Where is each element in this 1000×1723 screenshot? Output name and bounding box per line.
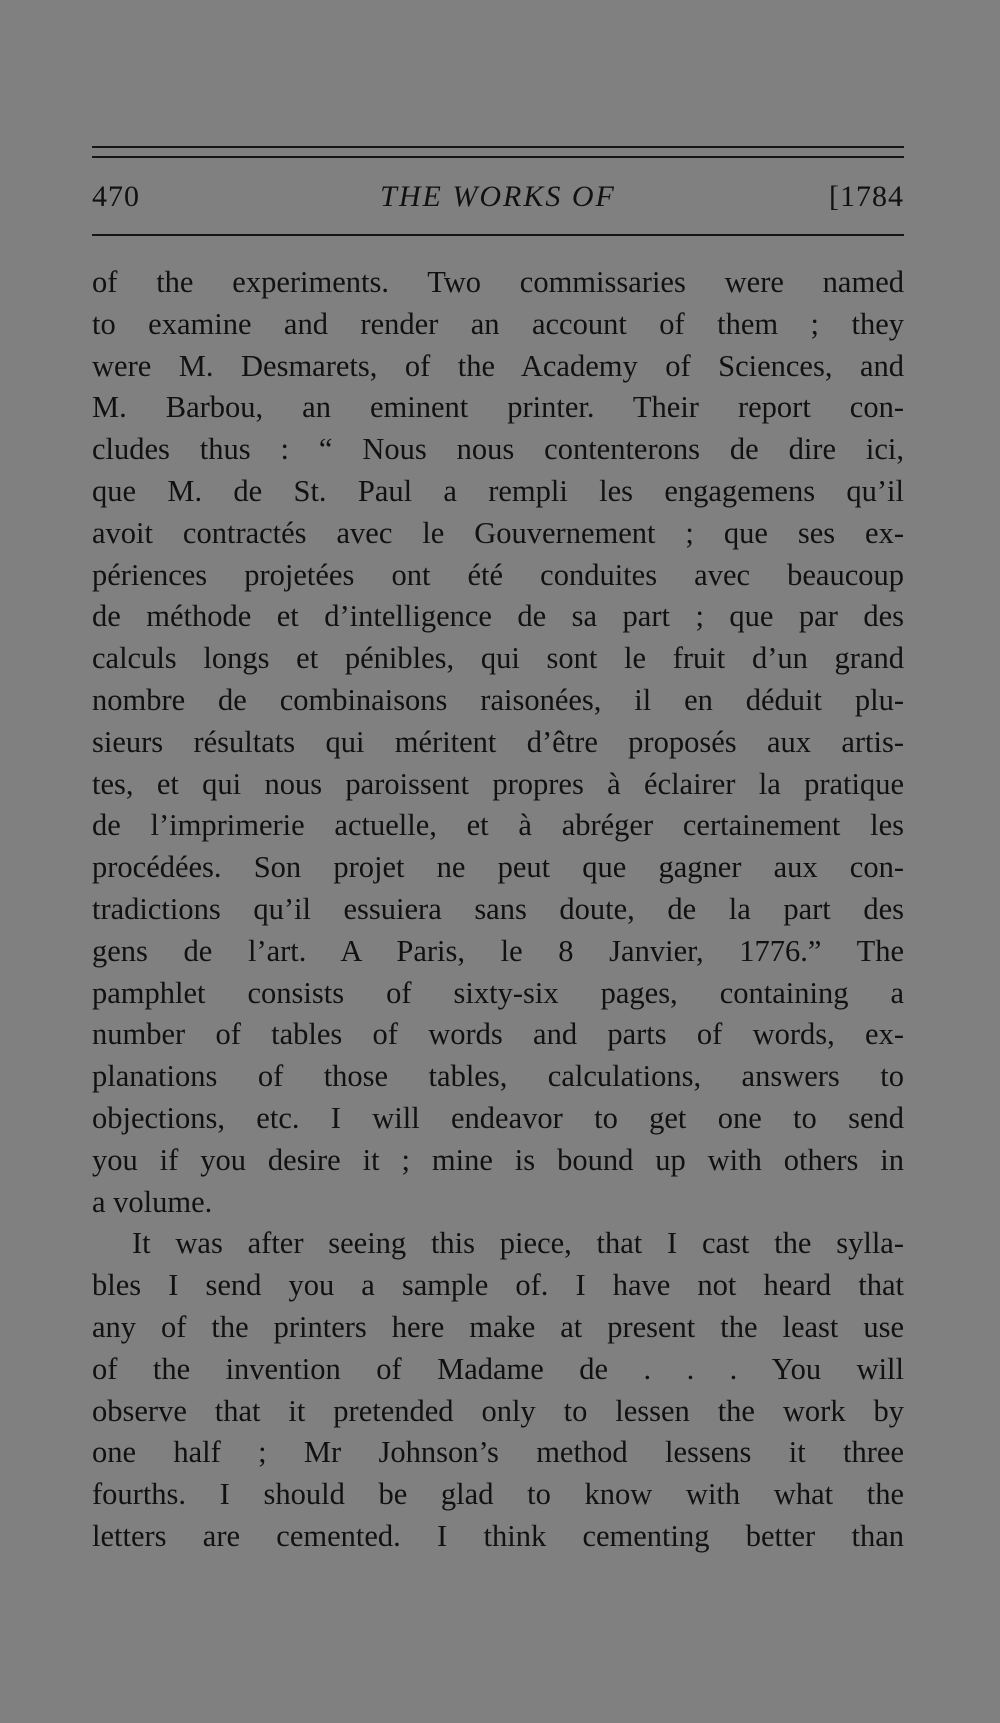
- header-rule-top: [92, 146, 904, 148]
- text-line: procédées. Son projet ne peut que gagner aux con-: [92, 850, 904, 885]
- text-line: M. Barbou, an eminent printer. Their report con-: [92, 390, 904, 425]
- text-line: de méthode et d’intelligence de sa part ; que par des: [92, 599, 904, 634]
- text-line: bles I send you a sample of. I have not heard that: [92, 1268, 904, 1303]
- text-line: of the invention of Madame de . . . You will: [92, 1351, 904, 1386]
- text-line: gens de l’art. A Paris, le 8 Janvier, 1776.” The: [92, 933, 904, 968]
- text-line: calculs longs et pénibles, qui sont le fruit d’un grand: [92, 641, 904, 676]
- text-line: fourths. I should be glad to know with what the: [92, 1477, 904, 1512]
- text-line: you if you desire it ; mine is bound up with others in: [92, 1142, 904, 1177]
- body-text: [92, 262, 904, 1558]
- text-line: tes, et qui nous paroissent propres à éclairer la pratique: [92, 766, 904, 801]
- text-line: que M. de St. Paul a rempli les engagemens qu’il: [92, 473, 904, 508]
- text-line: cludes thus : “ Nous nous contenterons de dire ici,: [92, 432, 904, 467]
- text-line: were M. Desmarets, of the Academy of Sciences, and: [92, 348, 904, 383]
- text-line: to examine and render an account of them ; they: [92, 306, 904, 341]
- running-header: [92, 180, 904, 220]
- text-line: It was after seeing this piece, that I cast the sylla-: [132, 1226, 904, 1261]
- text-line: nombre de combinaisons raisonées, il en déduit plu-: [92, 682, 904, 717]
- text-line: pamphlet consists of sixty-six pages, containing a: [92, 975, 904, 1010]
- text-line: de l’imprimerie actuelle, et à abréger certainement les: [92, 808, 904, 843]
- text-line: objections, etc. I will endeavor to get one to send: [92, 1100, 904, 1135]
- text-line: a volume.: [92, 1184, 213, 1219]
- running-title: THE WORKS OF: [380, 180, 616, 213]
- header-year: [1784: [829, 180, 904, 213]
- page-number: 470: [92, 180, 140, 213]
- text-line: avoit contractés avec le Gouvernement ; que ses ex-: [92, 515, 904, 550]
- header-rule-bottom: [92, 234, 904, 236]
- text-line: planations of those tables, calculations, answers to: [92, 1059, 904, 1094]
- text-line: number of tables of words and parts of words, ex-: [92, 1017, 904, 1052]
- text-line: letters are cemented. I think cementing better than: [92, 1518, 904, 1553]
- text-line: périences projetées ont été conduites avec beaucoup: [92, 557, 904, 592]
- text-line: one half ; Mr Johnson’s method lessens it three: [92, 1435, 904, 1470]
- text-line: any of the printers here make at present the least use: [92, 1309, 904, 1344]
- header-rule-top-second: [92, 156, 904, 158]
- text-line: of the experiments. Two commissaries were named: [92, 265, 904, 299]
- text-line: sieurs résultats qui méritent d’être proposés aux artis-: [92, 724, 904, 759]
- text-line: tradictions qu’il essuiera sans doute, de la part des: [92, 891, 904, 926]
- text-line: observe that it pretended only to lessen the work by: [92, 1393, 904, 1428]
